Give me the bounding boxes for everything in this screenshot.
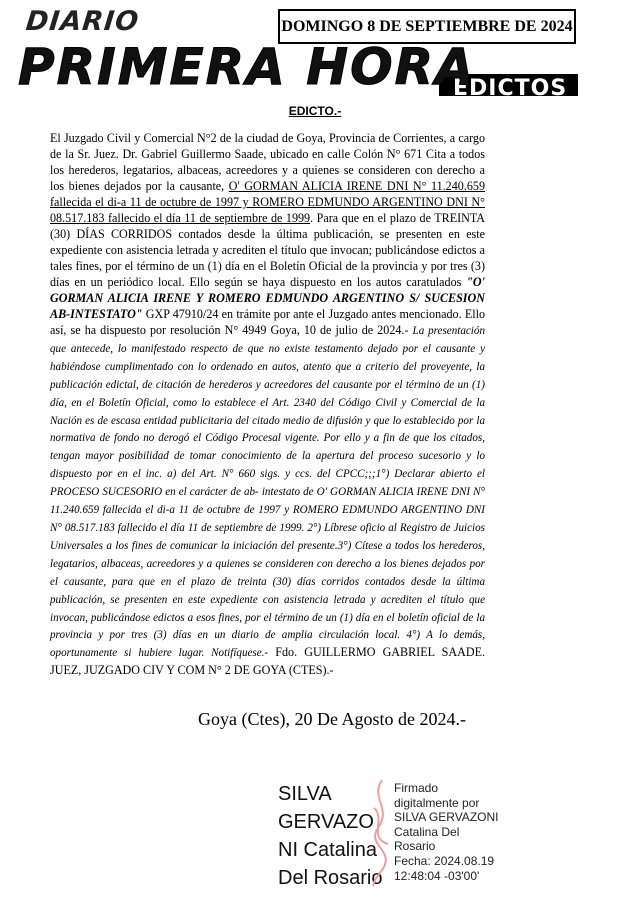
edict-deceased: O' GORMAN ALICIA IRENE DNI N° 11.240.659 fallecida el di-a 11 de octubre de 1997 y ROMERO EDMUNDO ARGENTINO DNI N° 08.517.183 fallecido el día 11 de septiembre de 1999 xyxy=(50,179,485,225)
sig-info-line: Firmado xyxy=(394,781,439,795)
signer-name-line: NI Catalina xyxy=(278,839,377,861)
sig-info-line: Fecha: 2024.08.19 xyxy=(394,853,495,868)
edict-body xyxy=(50,130,485,678)
digital-signature-info xyxy=(394,781,498,883)
sig-info-line: digitalmente por xyxy=(394,795,480,810)
section-label: EDICTOS xyxy=(439,74,578,96)
sig-info-line: Rosario xyxy=(394,839,436,854)
issue-date: DOMINGO 8 DE SEPTIEMBRE DE 2024 xyxy=(278,9,576,44)
signer-name-line: SILVA xyxy=(278,783,332,805)
place-date: Goya (Ctes), 20 De Agosto de 2024.- xyxy=(198,709,466,729)
sig-info-line: SILVA GERVAZONI xyxy=(394,810,499,825)
masthead xyxy=(0,0,630,100)
sig-info-line: Catalina Del xyxy=(394,824,460,839)
edict-title: EDICTO.- xyxy=(288,104,342,118)
brand-top: DIARIO xyxy=(24,6,141,37)
sig-info-line: 12:48:04 -03'00' xyxy=(394,868,480,883)
edict-resolution: GXP 47910/24 en trámite por ante el Juzgado antes mencionado. Ello así, se ha dispuesto por resolución N° 4949 Goya, 10 de julio de 2024.- xyxy=(50,307,485,337)
brand-main: PRIMERA HORA xyxy=(18,38,476,96)
edict-resolution-quote: La presentación que antecede, lo manifestado respecto de que no existe testamento dejado por el causante y habiéndose cumplimentado con lo ordenado en autos, atento que a criterio del proveyente, la publicación edictal, de citación de herederos y acreedores del causante por el término de un (1) día, en el Boletín Oficial, como lo establece el Art. 2340 del Código Civil y Comercial de la Nación es de escasa entidad publicitaria del citado medio de difusión y que lo establecido por la normativa de fondo no derogó el Código Procesal vigente. Por ello y a fin de que los citados, tengan mayor posibilidad de tomar conocimiento de la apertura del proceso sucesorio y lo dispuesto por en el inc. a) del Art. N° 660 sigs. y ccs. del CPCC;;;1°) Declarar abierto el PROCESO SUCESORIO en el carácter de ab- intestato de O' GORMAN ALICIA IRENE DNI N° 11.240.659 fallecida el di-a 11 de octubre de 1997 y ROMERO EDMUNDO ARGENTINO DNI N° 08.517.183 fallecido el día 11 de septiembre de 1999. 2°) Líbrese oficio al Registro de Juicios Universales a los fines de comunicar la iniciación del presente.3°) Cítese a todos los herederos, legatarios, albaceas, acreedores y a quienes se consideren con derecho a los bienes dejados por el causante, para que en el plazo de treinta (30) días corridos contados desde la última publicación, se presenten en este expediente con asistencia letrada y acrediten el título que invocan, publicándose edictos a esos fines, por el término de un (1) día en el boletín oficial de la provincia y por tres (3) días en un diario de amplia circulación local. 4°) A lo demás, oportunamente si hubiere lugar. Notifíquese.- xyxy=(50,325,485,660)
signer-name-line: GERVAZO xyxy=(278,811,374,833)
edict-intro: El Juzgado Civil y Comercial N°2 de la ciudad de Goya, Provincia de Corrientes, a cargo de la Sr. Juez. Dr. Gabriel Guillermo Saade, ubicado en calle Colón N° 671 Cita a todos los herederos, legatarios, albaceas, acreedores y a quienes se consideren con derecho a los bienes dejados por la causante, xyxy=(50,131,485,193)
signer-name-line: Del Rosario xyxy=(278,867,383,889)
edict-signed: Fdo. GUILLERMO GABRIEL SAADE. JUEZ, JUZGADO CIV Y COM N° 2 DE GOYA (CTES).- xyxy=(50,645,485,678)
edict-notice: . Para que en el plazo de TREINTA (30) DÍAS CORRIDOS contados desde la última publicación, se presenten en este expediente con asistencia letrada y acrediten el título que invocan; publicándose edictos a tales fines, por el término de un (1) día en el Boletín Oficial de la provincia y por tres (3) días en un periódico local. Ello según se haya dispuesto en los autos caratulados xyxy=(50,211,486,289)
edict-case-title: "O' GORMAN ALICIA IRENE Y ROMERO EDMUNDO ARGENTINO S/ SUCESION AB-INTESTATO" xyxy=(50,275,485,321)
